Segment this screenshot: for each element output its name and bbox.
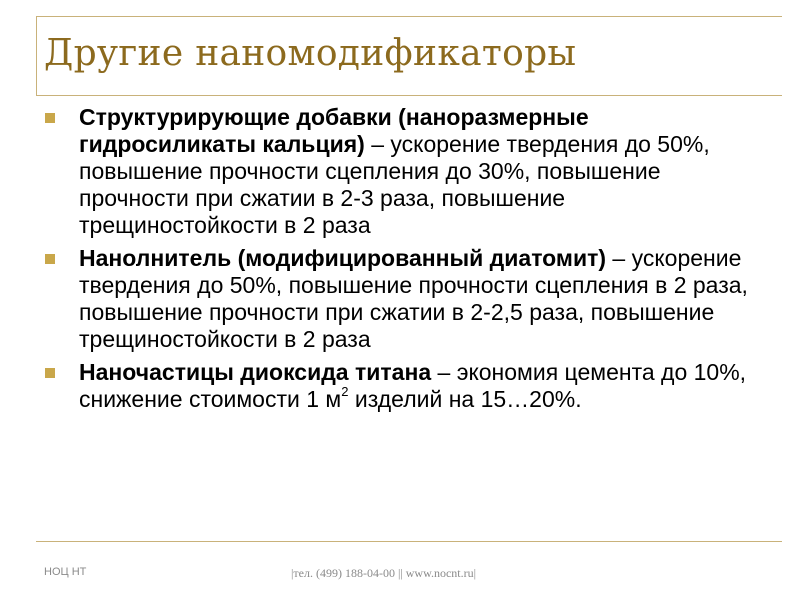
list-item <box>44 359 764 413</box>
item-text: – ускорение твердения до 50%, повышение прочности сцепления в 2 раза, повышение прочности при сжатии в 2-2,5 раза, повышение трещиностойкости в 2 раза <box>79 245 748 352</box>
list-item <box>44 104 764 239</box>
item-text-after: изделий на 15…20%. <box>348 386 582 412</box>
slide-title: Другие наномодификаторы <box>44 33 577 74</box>
bullet-list <box>44 104 764 419</box>
item-heading: Наночастицы диоксида титана <box>79 359 432 385</box>
item-heading: Нанолнитель (модифицированный диатомит) <box>79 245 607 271</box>
superscript: 2 <box>341 384 349 399</box>
square-bullet-icon <box>45 113 55 123</box>
footer-divider <box>36 541 782 542</box>
item-heading: Структурирующие добавки (наноразмерные гидросиликаты кальция) <box>79 104 589 157</box>
list-item <box>44 245 764 353</box>
title-divider <box>36 95 782 96</box>
footer-contacts: |тел. (499) 188-04-00 || www.nocnt.ru| <box>291 566 477 580</box>
frame-left-line <box>36 16 37 95</box>
item-text: – ускорение твердения до 50%, повышение прочности сцепления до 30%, повышение прочности при сжатии в 2-3 раза, повышение трещиностойкости в 2 раза <box>79 131 710 238</box>
item-text: – экономия цемента до 10%, снижение стоимости 1 м <box>79 359 747 412</box>
frame-top-line <box>36 16 782 17</box>
square-bullet-icon <box>45 368 55 378</box>
footer-organization: НОЦ НТ <box>44 566 87 578</box>
square-bullet-icon <box>45 254 55 264</box>
